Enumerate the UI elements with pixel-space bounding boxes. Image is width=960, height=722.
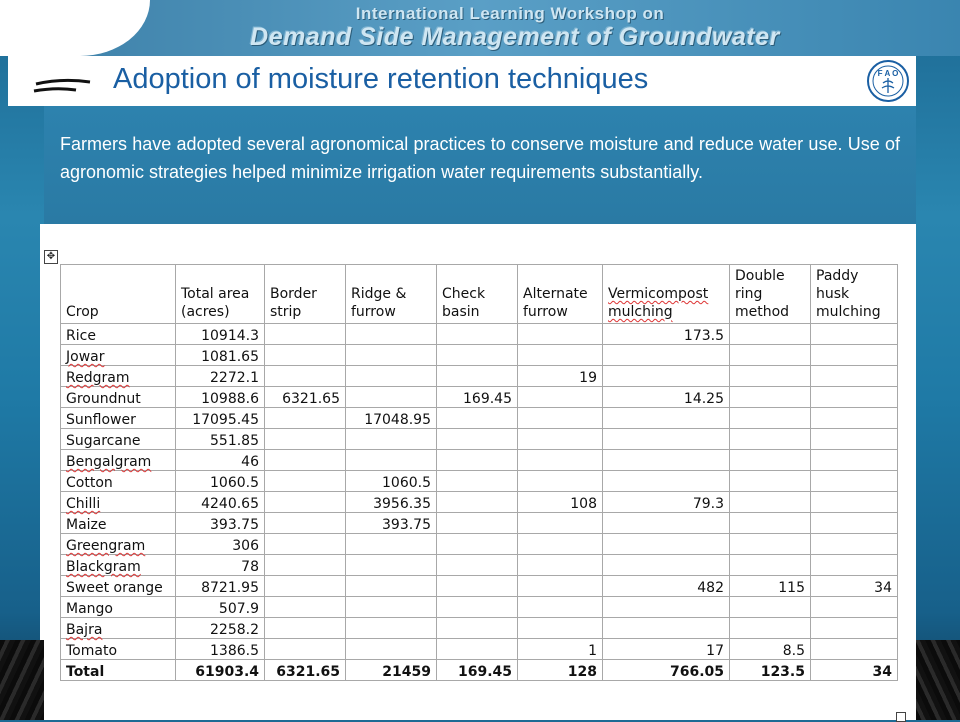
- value-cell: 4240.65: [176, 492, 265, 513]
- value-cell: [437, 366, 518, 387]
- value-cell: 393.75: [176, 513, 265, 534]
- value-cell: 169.45: [437, 387, 518, 408]
- crop-name-cell: Rice: [61, 324, 176, 345]
- table-row: [61, 366, 898, 387]
- total-value-cell: 123.5: [730, 660, 811, 681]
- decorative-footer-right: [916, 640, 960, 720]
- value-cell: [518, 324, 603, 345]
- header-total-area: Total area (acres): [176, 265, 265, 324]
- value-cell: [346, 450, 437, 471]
- value-cell: [730, 492, 811, 513]
- value-cell: [346, 345, 437, 366]
- value-cell: [811, 345, 898, 366]
- value-cell: 10988.6: [176, 387, 265, 408]
- value-cell: 2258.2: [176, 618, 265, 639]
- total-value-cell: 21459: [346, 660, 437, 681]
- total-value-cell: 128: [518, 660, 603, 681]
- table-row: [61, 513, 898, 534]
- value-cell: [518, 471, 603, 492]
- crop-name-cell: Sunflower: [61, 408, 176, 429]
- total-value-cell: 169.45: [437, 660, 518, 681]
- table-header-row: [61, 265, 898, 324]
- slide-title-bar: [8, 56, 916, 106]
- crop-name-cell: Bengalgram: [61, 450, 176, 471]
- fao-logo-icon: [866, 59, 910, 103]
- value-cell: 2272.1: [176, 366, 265, 387]
- table-move-handle-icon[interactable]: ✥: [44, 250, 58, 264]
- value-cell: 482: [603, 576, 730, 597]
- value-cell: 14.25: [603, 387, 730, 408]
- value-cell: [265, 534, 346, 555]
- value-cell: 108: [518, 492, 603, 513]
- value-cell: [603, 408, 730, 429]
- table-total-row: [61, 660, 898, 681]
- value-cell: [730, 429, 811, 450]
- value-cell: 173.5: [603, 324, 730, 345]
- decorative-dashes-icon: [32, 76, 102, 96]
- value-cell: [437, 471, 518, 492]
- value-cell: 551.85: [176, 429, 265, 450]
- value-cell: [730, 534, 811, 555]
- value-cell: 1081.65: [176, 345, 265, 366]
- value-cell: 17095.45: [176, 408, 265, 429]
- value-cell: 1060.5: [176, 471, 265, 492]
- value-cell: [811, 618, 898, 639]
- value-cell: [346, 387, 437, 408]
- value-cell: 8721.95: [176, 576, 265, 597]
- value-cell: [518, 429, 603, 450]
- value-cell: [730, 408, 811, 429]
- crop-name-cell: Maize: [61, 513, 176, 534]
- value-cell: [265, 555, 346, 576]
- value-cell: 17048.95: [346, 408, 437, 429]
- value-cell: [730, 597, 811, 618]
- value-cell: [518, 597, 603, 618]
- table-row: [61, 387, 898, 408]
- value-cell: 3956.35: [346, 492, 437, 513]
- banner-white-curve: [0, 0, 150, 56]
- value-cell: [346, 429, 437, 450]
- value-cell: [437, 345, 518, 366]
- value-cell: [437, 450, 518, 471]
- header-double-ring: Double ring method: [730, 265, 811, 324]
- value-cell: [603, 450, 730, 471]
- value-cell: 306: [176, 534, 265, 555]
- total-value-cell: 34: [811, 660, 898, 681]
- value-cell: [265, 597, 346, 618]
- value-cell: [437, 492, 518, 513]
- value-cell: [730, 324, 811, 345]
- value-cell: [518, 345, 603, 366]
- crop-name-cell: Mango: [61, 597, 176, 618]
- value-cell: [437, 639, 518, 660]
- crop-name-cell: Sweet orange: [61, 576, 176, 597]
- workshop-title-line2: Demand Side Management of Groundwater: [250, 23, 780, 51]
- value-cell: [730, 387, 811, 408]
- value-cell: [437, 534, 518, 555]
- value-cell: [265, 450, 346, 471]
- value-cell: [603, 555, 730, 576]
- value-cell: [265, 366, 346, 387]
- value-cell: 10914.3: [176, 324, 265, 345]
- header-crop: Crop: [61, 265, 176, 324]
- value-cell: [811, 408, 898, 429]
- value-cell: [346, 324, 437, 345]
- value-cell: 1386.5: [176, 639, 265, 660]
- value-cell: 17: [603, 639, 730, 660]
- value-cell: [265, 324, 346, 345]
- crop-name-cell: Redgram: [61, 366, 176, 387]
- value-cell: [346, 555, 437, 576]
- value-cell: [346, 366, 437, 387]
- header-check-basin: Check basin: [437, 265, 518, 324]
- workshop-title-line1: International Learning Workshop on: [355, 4, 665, 23]
- value-cell: [265, 492, 346, 513]
- value-cell: [265, 639, 346, 660]
- value-cell: [437, 513, 518, 534]
- value-cell: [811, 639, 898, 660]
- header-paddy-husk: Paddy husk mulching: [811, 265, 898, 324]
- value-cell: [437, 576, 518, 597]
- value-cell: [811, 387, 898, 408]
- decorative-footer-left: [0, 640, 44, 720]
- intro-panel: [44, 106, 916, 224]
- value-cell: [437, 408, 518, 429]
- value-cell: [730, 513, 811, 534]
- value-cell: 1060.5: [346, 471, 437, 492]
- value-cell: 46: [176, 450, 265, 471]
- value-cell: [730, 345, 811, 366]
- table-row: [61, 408, 898, 429]
- value-cell: [437, 429, 518, 450]
- value-cell: [518, 408, 603, 429]
- value-cell: [603, 366, 730, 387]
- table-row: [61, 576, 898, 597]
- value-cell: 115: [730, 576, 811, 597]
- header-ridge-furrow: Ridge & furrow: [346, 265, 437, 324]
- table-row: [61, 324, 898, 345]
- value-cell: 8.5: [730, 639, 811, 660]
- crop-name-cell: Cotton: [61, 471, 176, 492]
- value-cell: [811, 471, 898, 492]
- value-cell: [603, 471, 730, 492]
- table-row: [61, 639, 898, 660]
- value-cell: [811, 450, 898, 471]
- value-cell: [518, 387, 603, 408]
- value-cell: [730, 366, 811, 387]
- table-row: [61, 534, 898, 555]
- value-cell: 6321.65: [265, 387, 346, 408]
- value-cell: [265, 429, 346, 450]
- value-cell: [811, 534, 898, 555]
- table-row: [61, 345, 898, 366]
- value-cell: [437, 618, 518, 639]
- crop-name-cell: Greengram: [61, 534, 176, 555]
- value-cell: [437, 555, 518, 576]
- value-cell: [603, 345, 730, 366]
- value-cell: 78: [176, 555, 265, 576]
- value-cell: 19: [518, 366, 603, 387]
- value-cell: [730, 471, 811, 492]
- value-cell: [730, 450, 811, 471]
- value-cell: [811, 324, 898, 345]
- value-cell: 1: [518, 639, 603, 660]
- value-cell: [518, 534, 603, 555]
- crop-name-cell: Bajra: [61, 618, 176, 639]
- total-value-cell: 766.05: [603, 660, 730, 681]
- value-cell: [811, 366, 898, 387]
- value-cell: [265, 576, 346, 597]
- value-cell: [265, 513, 346, 534]
- table-row: [61, 492, 898, 513]
- value-cell: [346, 534, 437, 555]
- value-cell: [603, 429, 730, 450]
- value-cell: [265, 408, 346, 429]
- value-cell: 507.9: [176, 597, 265, 618]
- crop-name-cell: Sugarcane: [61, 429, 176, 450]
- value-cell: [811, 555, 898, 576]
- header-border-strip: Border strip: [265, 265, 346, 324]
- crop-name-cell: Jowar: [61, 345, 176, 366]
- crop-name-cell: Chilli: [61, 492, 176, 513]
- value-cell: [346, 618, 437, 639]
- value-cell: [811, 513, 898, 534]
- slide-title: Adoption of moisture retention techniques: [113, 63, 649, 95]
- crop-name-cell: Groundnut: [61, 387, 176, 408]
- value-cell: [730, 618, 811, 639]
- value-cell: [346, 597, 437, 618]
- value-cell: 393.75: [346, 513, 437, 534]
- adoption-table: [60, 264, 898, 681]
- value-cell: [346, 576, 437, 597]
- value-cell: 34: [811, 576, 898, 597]
- value-cell: [811, 429, 898, 450]
- value-cell: [518, 513, 603, 534]
- total-label-cell: Total: [61, 660, 176, 681]
- table-canvas: [40, 224, 916, 720]
- table-row: [61, 471, 898, 492]
- value-cell: [346, 639, 437, 660]
- table-row: [61, 429, 898, 450]
- total-value-cell: 61903.4: [176, 660, 265, 681]
- header-alternate-furrow: Alternate furrow: [518, 265, 603, 324]
- value-cell: [811, 597, 898, 618]
- header-vermicompost: Vermicompost mulching: [603, 265, 730, 324]
- value-cell: [518, 555, 603, 576]
- total-value-cell: 6321.65: [265, 660, 346, 681]
- value-cell: [437, 324, 518, 345]
- table-resize-handle[interactable]: [896, 712, 906, 722]
- value-cell: [265, 618, 346, 639]
- value-cell: [730, 555, 811, 576]
- table-row: [61, 618, 898, 639]
- value-cell: [603, 597, 730, 618]
- value-cell: [265, 345, 346, 366]
- value-cell: [603, 534, 730, 555]
- value-cell: [603, 618, 730, 639]
- table-row: [61, 450, 898, 471]
- value-cell: [811, 492, 898, 513]
- value-cell: [437, 597, 518, 618]
- intro-text: Farmers have adopted several agronomical practices to conserve moisture and reduce water use. Use of agronomic strategies helped minimize irrigation water requirements substantially.: [60, 134, 900, 182]
- table-row: [61, 555, 898, 576]
- value-cell: [265, 471, 346, 492]
- value-cell: [518, 450, 603, 471]
- value-cell: 79.3: [603, 492, 730, 513]
- value-cell: [518, 576, 603, 597]
- crop-name-cell: Blackgram: [61, 555, 176, 576]
- value-cell: [603, 513, 730, 534]
- value-cell: [518, 618, 603, 639]
- svg-text:F A O: F A O: [877, 69, 899, 78]
- table-row: [61, 597, 898, 618]
- crop-name-cell: Tomato: [61, 639, 176, 660]
- workshop-banner: [0, 0, 960, 56]
